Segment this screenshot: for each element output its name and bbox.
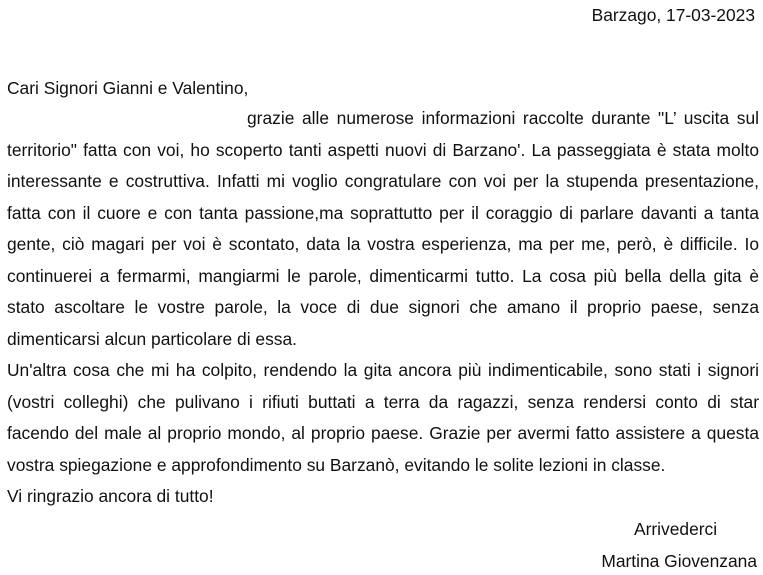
signature: Martina Giovenzana	[601, 551, 757, 571]
letter-body	[7, 103, 759, 513]
paragraph-1: grazie alle numerose informazioni raccolte durante "L’ uscita sul territorio" fatta con voi, ho scoperto tanti aspetti nuovi di Barzano'. La passeggiata è stata molto interessante e costruttiva. Infatti mi voglio congratulare con voi per la stupenda presentazione, fatta con il cuore e con tanta passione,ma soprattutto per il coraggio di parlare davanti a tanta gente, ciò magari per voi è scontato, data la vostra esperienza, ma per me, però, è difficile. Io continuerei a fermarmi, mangiarmi le parole, dimenticarmi tutto. La cosa più bella della gita è stato ascoltare le vostre parole, la voce di due signori che amano il proprio paese, senza dimenticarsi alcun particolare di essa.	[7, 108, 759, 349]
closing: Arrivederci	[634, 519, 718, 539]
paragraph-3: Vi ringrazio ancora di tutto!	[7, 486, 214, 506]
place-date: Barzago, 17-03-2023	[591, 5, 755, 25]
paragraph-2: Un'altra cosa che mi ha colpito, rendendo la gita ancora più indimenticabile, sono stati i signori (vostri colleghi) che pulivano i rifiuti buttati a terra da ragazzi, senza rendersi conto di star facendo del male al proprio mondo, al proprio paese. Grazie per avermi fatto assistere a questa vostra spiegazione e approfondimento su Barzanò, evitando le solite lezioni in classe.	[7, 360, 759, 475]
greeting: Cari Signori Gianni e Valentino,	[7, 78, 249, 98]
